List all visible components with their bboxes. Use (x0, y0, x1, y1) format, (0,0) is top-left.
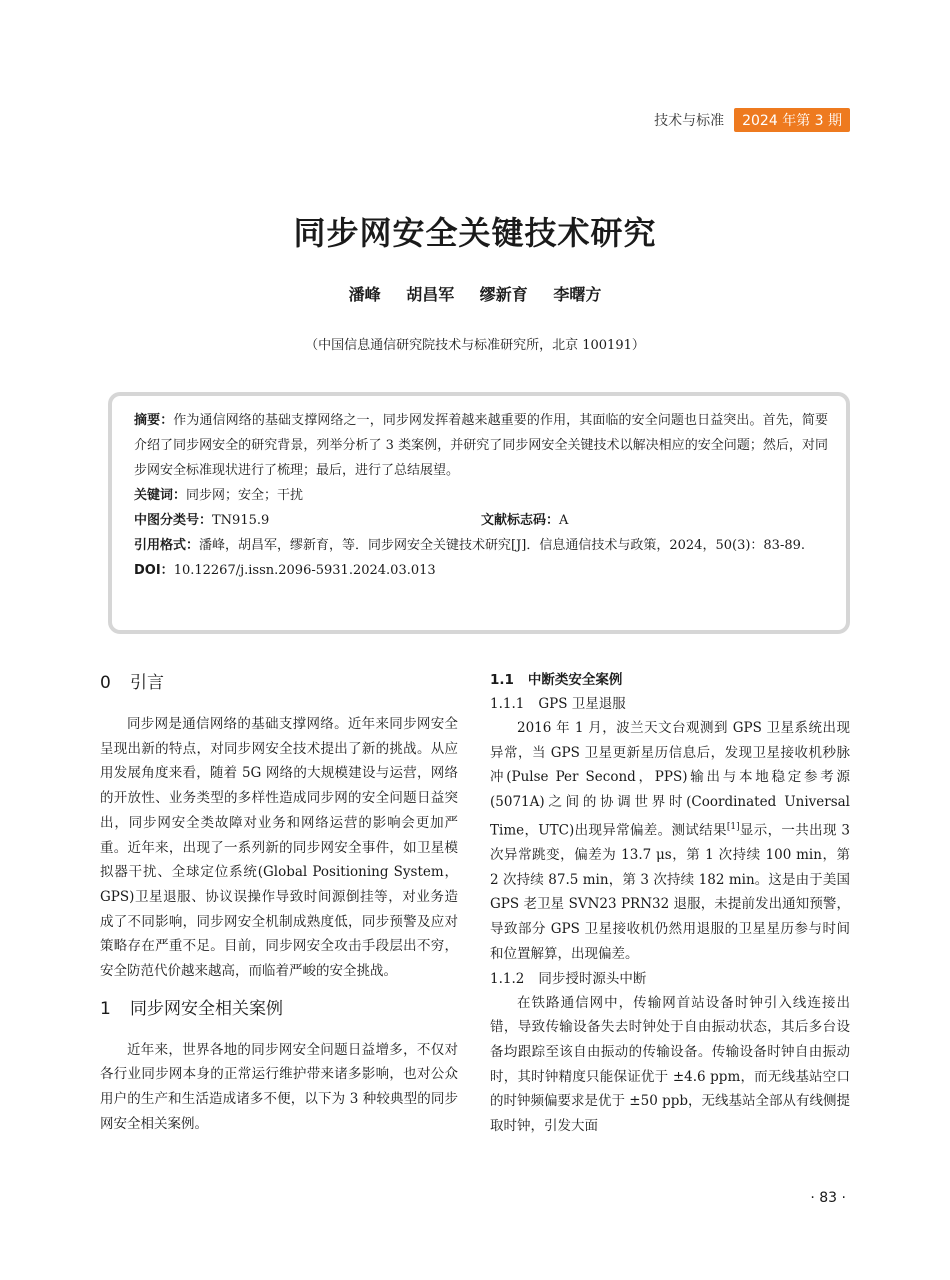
abstract-text: 作为通信网络的基础支撑网络之一，同步网发挥着越来越重要的作用，其面临的安全问题也日益突出。首先，简要介绍了同步网安全的研究背景，列举分析了 3 类案例，并研究了同步网安全关键技术以解决相应的安全问题；然后，对同步网安全标准现状进行了梳理；最后，进行了总结展望。 (134, 413, 828, 478)
clc-label: 中图分类号： (134, 513, 213, 528)
abstract (134, 408, 828, 483)
citation (134, 533, 828, 558)
doi (134, 558, 828, 583)
section-heading: 1 同步网安全相关案例 (100, 998, 283, 1019)
author: 胡昌军 (406, 285, 455, 304)
clc-value: TN915.9 (212, 513, 270, 528)
paper-title: 同步网安全关键技术研究 (293, 214, 657, 252)
subsubsection-heading: 1.1.1 GPS 卫星退服 (490, 696, 626, 712)
keywords (134, 483, 828, 508)
citation-text: 潘峰，胡昌军，缪新育，等．同步网安全关键技术研究[J]．信息通信技术与政策，2024，50(3)：83-89. (199, 538, 806, 553)
section-heading: 0 引言 (100, 673, 164, 693)
journal-header (654, 108, 850, 132)
keywords-label: 关键词： (134, 488, 187, 503)
citation-ref[interactable]: [1] (726, 821, 740, 832)
doc-code-label: 文献标志码： (481, 513, 560, 528)
page-number: · 83 · (810, 1190, 846, 1206)
classification-row (134, 508, 828, 533)
abstract-box (108, 392, 850, 634)
doc-code-value: A (559, 513, 569, 528)
issue-badge: 2024 年第 3 期 (734, 108, 850, 132)
doi-value: 10.12267/j.issn.2096-5931.2024.03.013 (173, 563, 436, 578)
author: 潘峰 (348, 285, 381, 304)
author-list (0, 282, 950, 305)
section-paragraph: 近年来，世界各地的同步网安全问题日益增多，不仅对各行业同步网本身的正常运行维护带来诸多影响，也对公众用户的生产和生活造成诸多不便，以下为 3 种较典型的同步网安全相关案例。 (100, 1041, 458, 1132)
keywords-text: 同步网；安全；干扰 (186, 488, 304, 503)
right-column (490, 668, 850, 1139)
doi-label: DOI： (134, 563, 174, 578)
affiliation: （中国信息通信研究院技术与标准研究所，北京 100191） (305, 338, 645, 353)
section-paragraph: 2016 年 1 月，波兰天文台观测到 GPS 卫星系统出现异常，当 GPS 卫星更新星历信息后，发现卫星接收机秒脉冲(Pulse Per Second，PPS)输出与本地稳定参考源(5071A)之间的协调世界时(Coordinated Universal Time，UTC)出现异常偏差。测试结果[1]显示，一共出现 3 次异常跳变，偏差为 13.7 μs，第 1 次持续 100 min，第 2 次持续 87.5 min，第 3 次持续 182 min。这是由于美国 GPS 老卫星 SVN23 PRN32 退服，未提前发出通知预警，导致部分 GPS 卫星接收机仍然用退服的卫星星历参与时间和位置解算，出现偏差。 (490, 720, 850, 962)
section-paragraph: 在铁路通信网中，传输网首站设备时钟引入线连接出错，导致传输设备失去时钟处于自由振动状态，其后多台设备均跟踪至该自由振动的传输设备。传输设备时钟自由振动时，其时钟精度只能保证优于 ±4.6 ppm，而无线基站空口的时钟频偏要求是优于 ±50 ppb，无线基站全部从有线侧提取时钟，引发大面 (490, 994, 850, 1135)
journal-section: 技术与标准 (654, 113, 725, 129)
author: 缪新育 (479, 285, 528, 304)
citation-label: 引用格式： (134, 538, 200, 553)
author: 李曙方 (553, 285, 602, 304)
subsection-heading: 1.1 中断类安全案例 (490, 672, 623, 688)
abstract-label: 摘要： (134, 413, 174, 428)
intro-paragraph: 同步网是通信网络的基础支撑网络。近年来同步网安全呈现出新的特点，对同步网安全技术提出了新的挑战。从应用发展角度来看，随着 5G 网络的大规模建设与运营，网络的开放性、业务类型的多样性造成同步网的安全问题日益突出，同步网安全类故障对业务和网络运营的影响会更加严重。近年来，出现了一系列新的同步网安全事件，如卫星模拟器干扰、全球定位系统(Global Positioning System，GPS)卫星退服、协议误操作导致时间源倒挂等，对业务造成了不同影响，同步网安全机制成熟度低，同步预警及应对策略存在严重不足。目前，同步网安全攻击手段层出不穷，安全防范代价越来越高，而临着严峻的安全挑战。 (100, 716, 458, 980)
left-column (100, 668, 458, 1137)
subsubsection-heading: 1.1.2 同步授时源头中断 (490, 970, 647, 987)
